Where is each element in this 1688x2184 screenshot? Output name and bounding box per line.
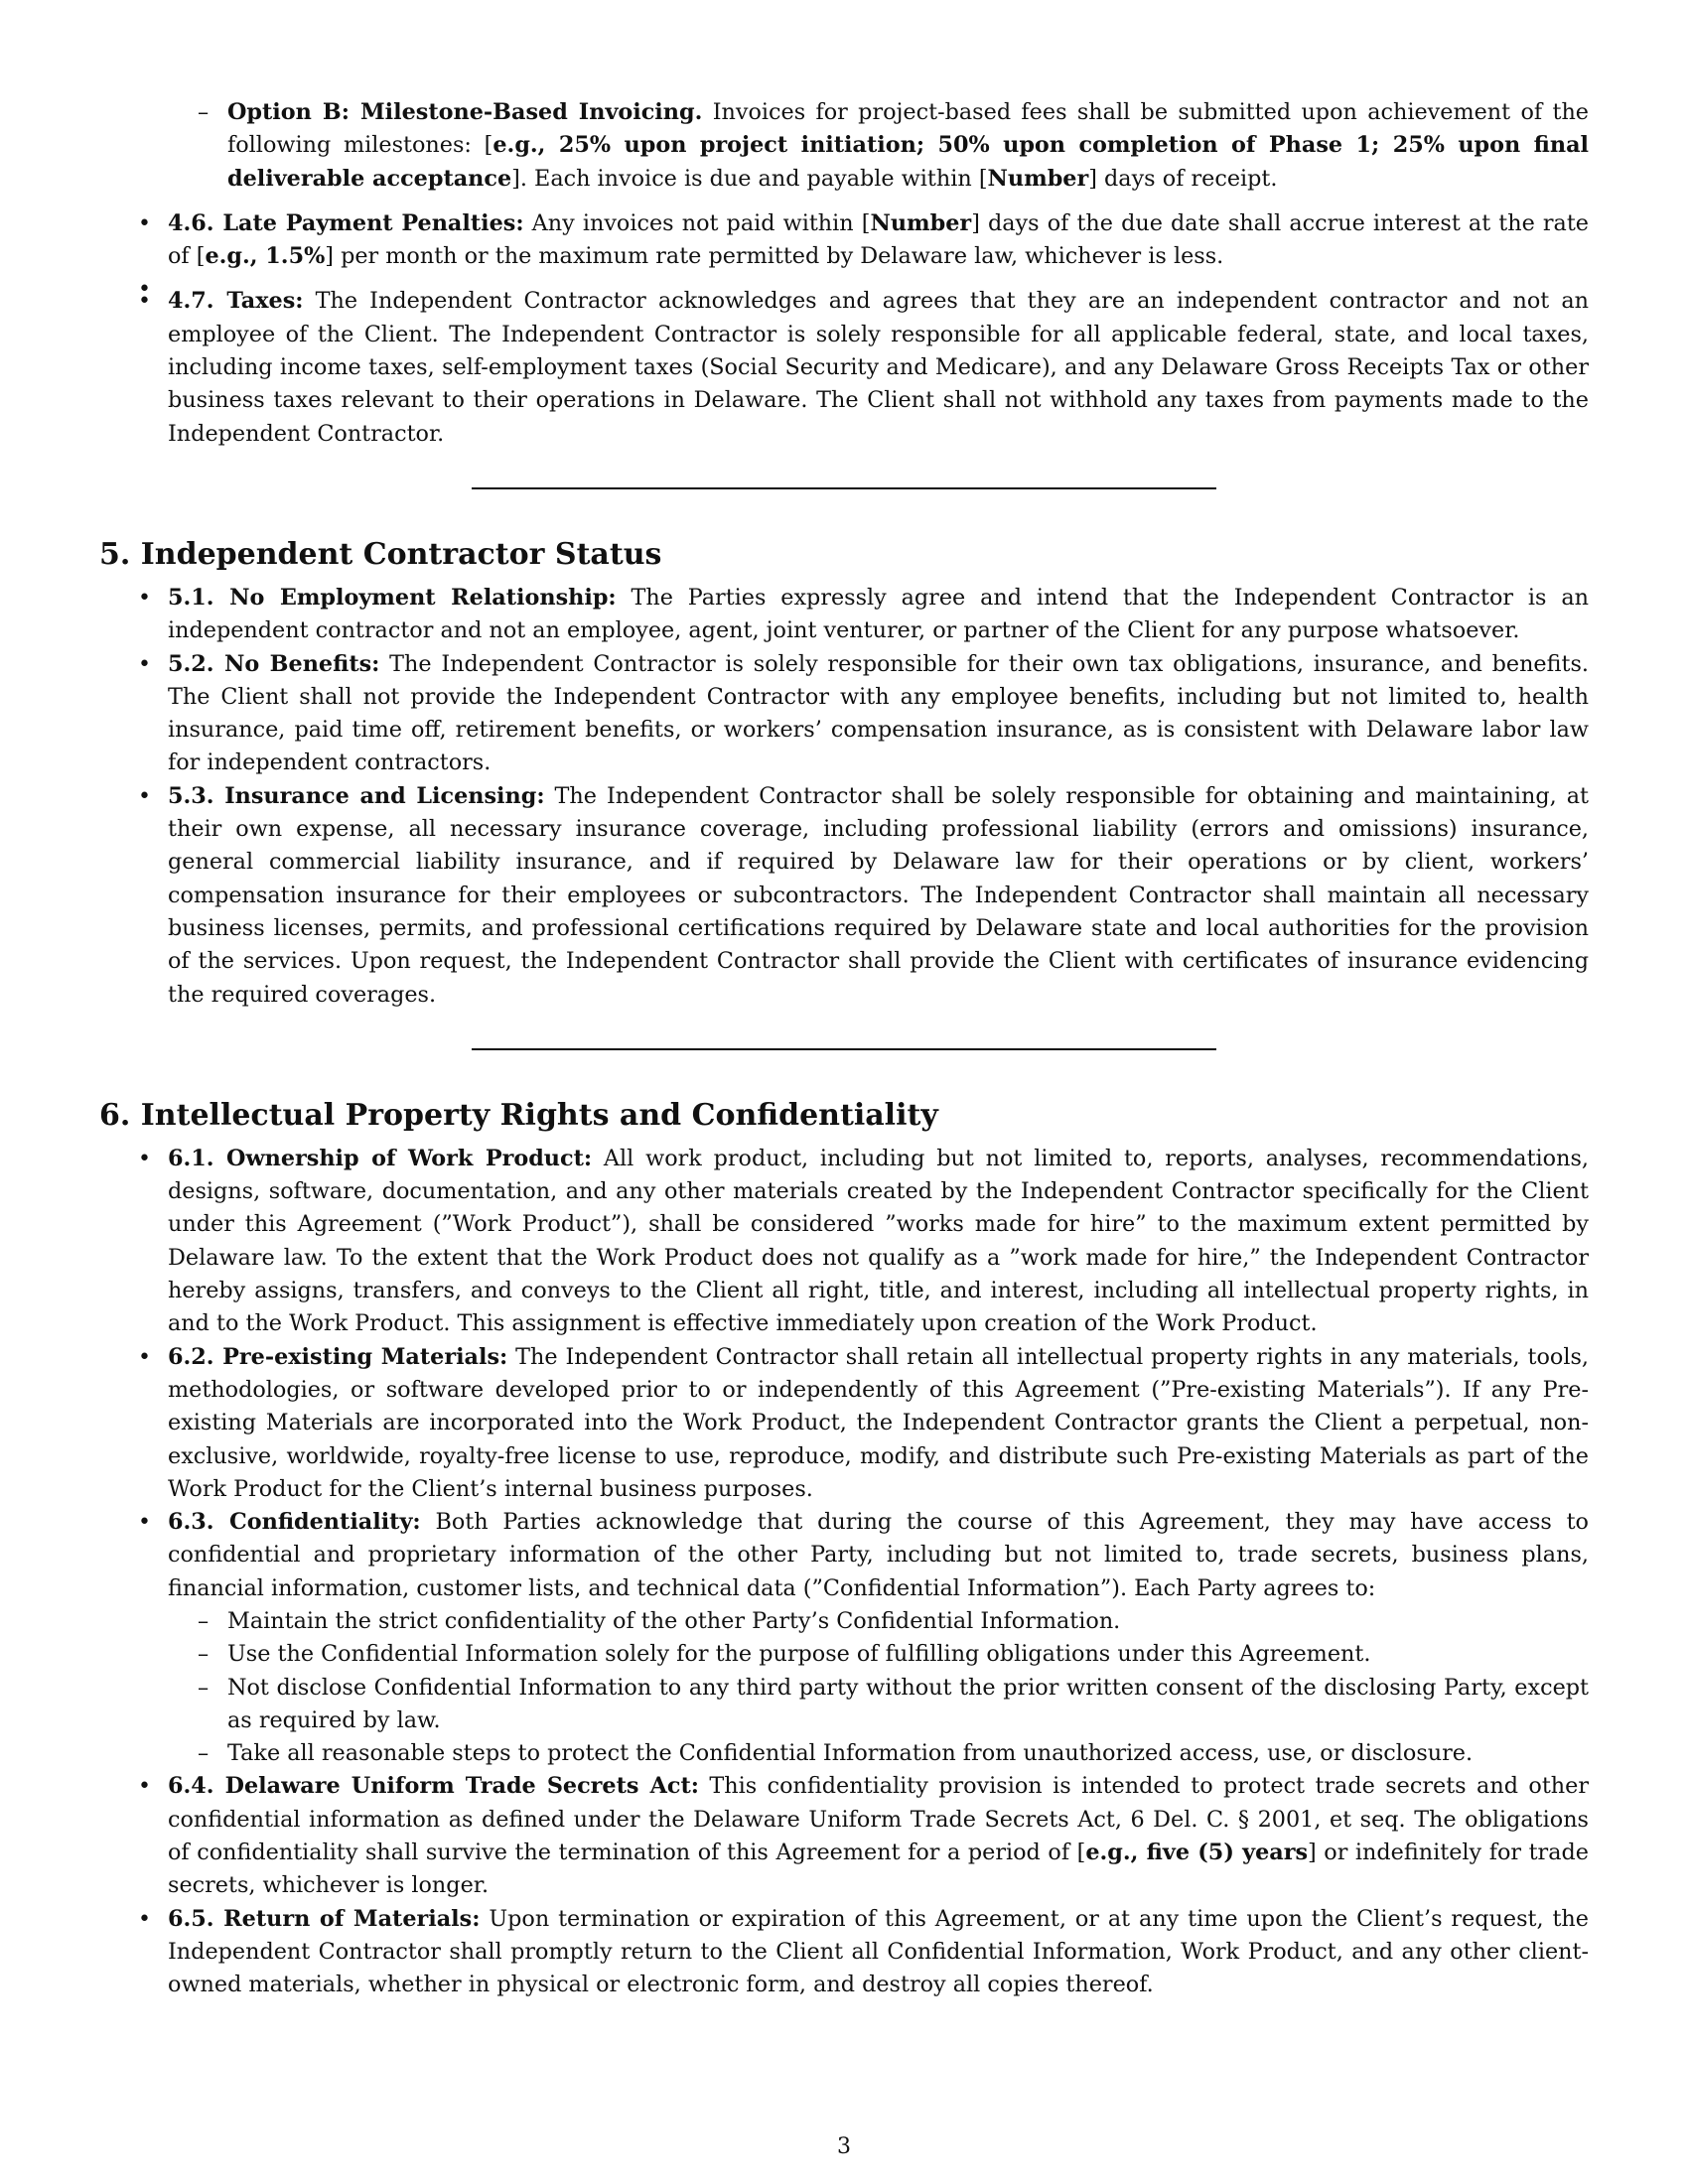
- clause-title: 4.7. Taxes:: [168, 288, 304, 315]
- option-b-title: Option B: Milestone-Based Invoicing.: [227, 99, 703, 125]
- section-5-list: [99, 582, 1589, 1012]
- clause-title: 5.2. No Benefits:: [168, 650, 380, 677]
- period-placeholder: e.g., five (5) years: [1085, 1840, 1308, 1866]
- number-placeholder: Number: [987, 165, 1089, 192]
- clause-5-3: • 5.3. Insurance and Licensing: The Independent Contractor shall be solely responsible for obtaining and maintaining, at their own expense, all necessary insurance coverage, including professional liability (errors and omissions) insurance, general commercial liability insurance, and if required by Delaware law for their operations or by client, workers’ compensation insurance for their employees or subcontractors. The Independent Contractor shall maintain all necessary business licenses, permits, and professional certifications required by Delaware state and local authorities for the provision of the services. Upon request, the Independent Contractor shall provide the Client with certificates of insurance evidencing the required coverages.: [99, 780, 1589, 1012]
- clause-title: 5.3. Insurance and Licensing:: [168, 782, 545, 809]
- list-item: – Use the Confidential Information solely for the purpose of fulfilling obligations under this Agreement.: [168, 1638, 1589, 1671]
- list-item: – Take all reasonable steps to protect the Confidential Information from unauthorized access, use, or disclosure.: [168, 1737, 1589, 1770]
- confidentiality-obligations: [168, 1605, 1589, 1770]
- option-list: [168, 96, 1589, 196]
- clause-6-5: • 6.5. Return of Materials: Upon termination or expiration of this Agreement, or at any time upon the Client’s request, the Independent Contractor shall promptly return to the Client all Confidential Information, Work Product, and any other client-owned materials, whether in physical or electronic form, and destroy all copies thereof.: [99, 1903, 1589, 2002]
- rate-placeholder: e.g., 1.5%: [205, 243, 326, 270]
- list-item: – Maintain the strict confidentiality of the other Party’s Confidential Information.: [168, 1605, 1589, 1638]
- clause-6-3: • 6.3. Confidentiality: Both Parties acknowledge that during the course of this Agreement, they may have access to confidential and proprietary information of the other Party, including but not limited to, trade secrets, business plans, financial information, customer lists, and technical data (”Confidential Information”). Each Party agrees to: – Maintain the strict confidentiality of the other Party’s Confidential Information. – Use the Confidential Information solely for the purpose of fulfilling obligations under this Agreement. – Not disclose Confidential Information to any third party without the prior written consent of the disclosing Party, except as required by law. – Take all reasonable steps to protect the Confidential Information from unauthorized access, use, or disclosure.: [99, 1506, 1589, 1770]
- clause-title: 4.6. Late Payment Penalties:: [168, 209, 524, 236]
- section-5-heading: 5. Independent Contractor Status: [99, 536, 662, 572]
- section-4-list: [99, 207, 1589, 451]
- clause-title: 6.1. Ownership of Work Product:: [168, 1145, 593, 1171]
- clause-title: 6.5. Return of Materials:: [168, 1905, 481, 1932]
- clause-title: 6.2. Pre-existing Materials:: [168, 1343, 508, 1370]
- clause-6-4: • 6.4. Delaware Uniform Trade Secrets Act: This confidentiality provision is intended to protect trade secrets and other confidential information as defined under the Delaware Uniform Trade Secrets Act, 6 Del. C. § 2001, et seq. The obligations of confidentiality shall survive the termination of this Agreement for a period of [e.g., five (5) years] or indefinitely for trade secrets, whichever is longer.: [99, 1770, 1589, 1902]
- clause-6-1: • 6.1. Ownership of Work Product: All work product, including but not limited to, reports, analyses, recommendations, designs, software, documentation, and any other materials created by the Independent Contractor specifically for the Client under this Agreement (”Work Product”), shall be considered ”works made for hire” to the maximum extent permitted by Delaware law. To the extent that the Work Product does not qualify as a ”work made for hire,” the Independent Contractor hereby assigns, transfers, and conveys to the Client all right, title, and interest, including all intellectual property rights, in and to the Work Product. This assignment is effective immediately upon creation of the Work Product.: [99, 1143, 1589, 1341]
- clause-5-2: • 5.2. No Benefits: The Independent Contractor is solely responsible for their own tax obligations, insurance, and benefits. The Client shall not provide the Independent Contractor with any employee benefits, including but not limited to, health insurance, paid time off, retirement benefits, or workers’ compensation insurance, as is consistent with Delaware labor law for independent contractors.: [99, 648, 1589, 780]
- clause-6-2: • 6.2. Pre-existing Materials: The Independent Contractor shall retain all intellectual property rights in any materials, tools, methodologies, or software developed prior to or independently of this Agreement (”Pre-existing Materials”). If any Pre-existing Materials are incorporated into the Work Product, the Independent Contractor grants the Client a perpetual, non-exclusive, worldwide, royalty-free license to use, reproduce, modify, and distribute such Pre-existing Materials as part of the Work Product for the Client’s internal business purposes.: [99, 1341, 1589, 1506]
- section-6-list: [99, 1143, 1589, 2002]
- clause-title: 6.3. Confidentiality:: [168, 1509, 421, 1536]
- clause-title: 5.1. No Employment Relationship:: [168, 584, 617, 611]
- option-b-item: – Option B: Milestone-Based Invoicing. Invoices for project-based fees shall be submitted upon achievement of the following milestones: [e.g., 25% upon project initiation; 50% upon completion of Phase 1; 25% upon final deliverable acceptance]. Each invoice is due and payable within [Number] days of receipt.: [168, 96, 1589, 196]
- page-content: [99, 96, 1589, 2002]
- page-number: 3: [837, 2134, 851, 2159]
- section-6-heading: 6. Intellectual Property Rights and Confidentiality: [99, 1097, 938, 1133]
- milestones-placeholder: e.g., 25% upon project initiation; 50% upon completion of Phase 1; 25% upon final deliverable acceptance: [227, 132, 1589, 192]
- clause-4-7: • 4.7. Taxes: The Independent Contractor acknowledges and agrees that they are an independent contractor and not an employee of the Client. The Independent Contractor is solely responsible for all applicable federal, state, and local taxes, including income taxes, self-employment taxes (Social Security and Medicare), and any Delaware Gross Receipts Tax or other business taxes relevant to their operations in Delaware. The Client shall not withhold any taxes from payments made to the Independent Contractor.: [99, 285, 1589, 450]
- clause-title: 6.4. Delaware Uniform Trade Secrets Act:: [168, 1773, 699, 1800]
- number-placeholder: Number: [870, 209, 972, 236]
- list-item: – Not disclose Confidential Information to any third party without the prior written consent of the disclosing Party, except as required by law.: [168, 1672, 1589, 1738]
- clause-4-6: • 4.6. Late Payment Penalties: Any invoices not paid within [Number] days of the due date shall accrue interest at the rate of [e.g., 1.5%] per month or the maximum rate permitted by Delaware law, whichever is less.: [99, 207, 1589, 274]
- clause-5-1: • 5.1. No Employment Relationship: The Parties expressly agree and intend that the Independent Contractor is an independent contractor and not an employee, agent, joint venturer, or partner of the Client for any purpose whatsoever.: [99, 582, 1589, 648]
